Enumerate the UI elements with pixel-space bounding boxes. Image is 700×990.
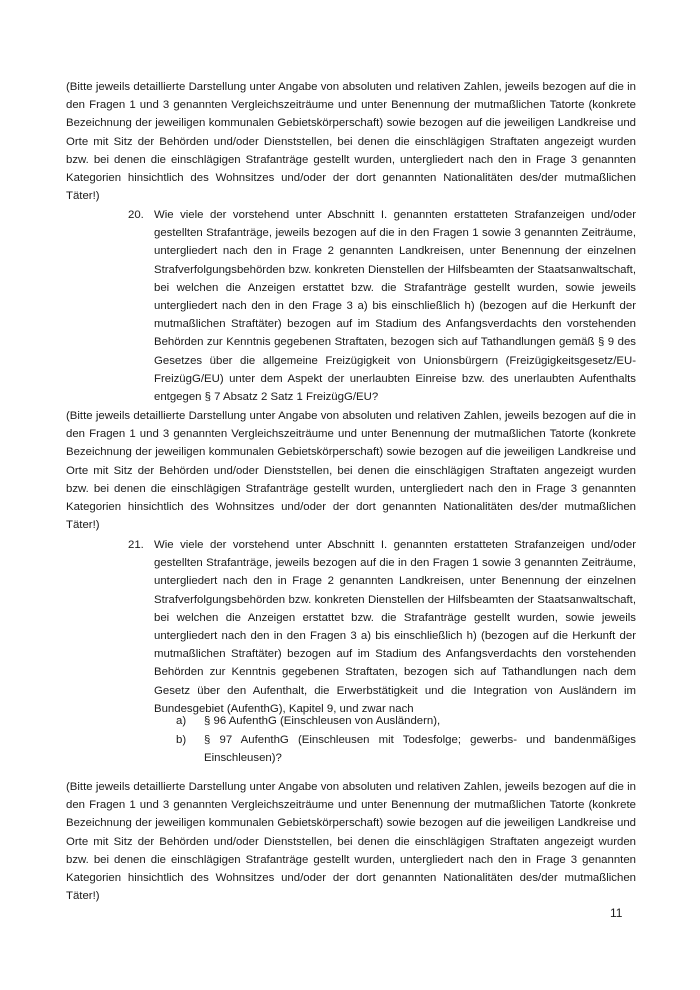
question-21-item-a-letter: a)	[176, 715, 187, 727]
instruction-paragraph-1: (Bitte jeweils detaillierte Darstellung unter Angabe von absoluten und relativen Zahlen, jeweils bezogen auf die in den Fragen 1 und 3 genannten Vergleichszeiträume und unter Benennung der mutmaßlichen Tatorte (konkrete Bezeichnung der jeweiligen kommunalen Gebietskörperschaft) sowie bezogen auf die jeweiligen Landkreise und Orte mit Sitz der Behörden und/oder Dienststellen, bei denen die einschlägigen Straftaten angezeigt wurden bzw. bei denen die einschlägigen Strafanträge gestellt wurden, untergliedert nach den in Frage 3 genannten Kategorien hinsichtlich des Wohnsitzes und/oder der dort genannten Nationalitäten des/der mutmaßlichen Täter!)	[66, 81, 636, 203]
question-21-item-a-text: § 96 AufenthG (Einschleusen von Ausländern),	[204, 715, 441, 727]
instruction-paragraph-2: (Bitte jeweils detaillierte Darstellung unter Angabe von absoluten und relativen Zahlen, jeweils bezogen auf die in den Fragen 1 und 3 genannten Vergleichszeiträume und unter Benennung der mutmaßlichen Tatorte (konkrete Bezeichnung der jeweiligen kommunalen Gebietskörperschaft) sowie bezogen auf die jeweiligen Landkreise und Orte mit Sitz der Behörden und/oder Dienststellen, bei denen die einschlägigen Straftaten angezeigt wurden bzw. bei denen die einschlägigen Strafanträge gestellt wurden, untergliedert nach den in Frage 3 genannten Kategorien hinsichtlich des Wohnsitzes und/oder der dort genannten Nationalitäten des/der mutmaßlichen Täter!)	[66, 410, 636, 532]
question-21-number: 21.	[128, 539, 144, 551]
question-20-text: Wie viele der vorstehend unter Abschnitt I. genannten erstatteten Strafanzeigen und/oder gestellten Strafanträge, jeweils bezogen auf die in den Fragen 1 sowie 3 genannten Zeiträume, untergliedert nach den in Frage 2 genannten Landkreisen, unter Benennung der einzelnen Strafverfolgungsbehörden bzw. konkreten Dienstellen der Hilfsbeamten der Staatsanwaltschaft, bei welchen die Anzeigen erstattet bzw. die Strafanträge gestellt wurden, sowie jeweils untergliedert nach den in den Frage 3 a) bis einschließlich h) (bezogen auf die Herkunft der mutmaßlichen Straftäter) bezogen auf im Stadium des Anfangsverdachts den vorstehenden Behörden zur Kenntnis gegebenen Straftaten, bezogen sich auf Tathandlungen gemäß § 9 des Gesetzes über die allgemeine Freizügigkeit von Unionsbürgern (Freizügigkeitsgesetz/EU-FreizügG/EU) unter dem Aspekt der unerlaubten Einreise bzw. des unerlaubten Aufenthalts entgegen § 7 Absatz 2 Satz 1 FreizügG/EU?	[154, 209, 636, 404]
instruction-paragraph-3: (Bitte jeweils detaillierte Darstellung unter Angabe von absoluten und relativen Zahlen, jeweils bezogen auf die in den Fragen 1 und 3 genannten Vergleichszeiträume und unter Benennung der mutmaßlichen Tatorte (konkrete Bezeichnung der jeweiligen kommunalen Gebietskörperschaft) sowie bezogen auf die jeweiligen Landkreise und Orte mit Sitz der Behörden und/oder Dienststellen, bei denen die einschlägigen Straftaten angezeigt wurden bzw. bei denen die einschlägigen Strafanträge gestellt wurden, untergliedert nach den in Frage 3 genannten Kategorien hinsichtlich des Wohnsitzes und/oder der dort genannten Nationalitäten des/der mutmaßlichen Täter!)	[66, 781, 636, 903]
question-21-text: Wie viele der vorstehend unter Abschnitt I. genannten erstatteten Strafanzeigen und/oder gestellten Strafanträge, jeweils bezogen auf die in den Fragen 1 sowie 3 genannten Zeiträume, untergliedert nach den in Frage 2 genannten Landkreisen, unter Benennung der einzelnen Strafverfolgungsbehörden bzw. konkreten Dienstellen der Hilfsbeamten der Staatsanwaltschaft, bei welchen die Anzeigen erstattet bzw. die Strafanträge gestellt wurden, sowie jeweils untergliedert nach den in den Fragen 3 a) bis einschließlich h) (bezogen auf die Herkunft der mutmaßlichen Straftäter) bezogen auf im Stadium des Anfangsverdachts den vorstehenden Behörden zur Kenntnis gegebenen Straftaten, bezogen sich auf Tathandlungen nach dem Gesetz über den Aufenthalt, die Erwerbstätigkeit und die Integration von Ausländern im Bundesgebiet (AufenthG), Kapitel 9, und zwar nach	[154, 539, 636, 715]
question-21-item-b-text: § 97 AufenthG (Einschleusen mit Todesfolge; gewerbs- und bandenmäßiges Einschleusen)?	[204, 734, 636, 765]
question-20-number: 20.	[128, 209, 144, 221]
page-number: 11	[610, 906, 623, 920]
question-21-item-b-letter: b)	[176, 734, 187, 746]
